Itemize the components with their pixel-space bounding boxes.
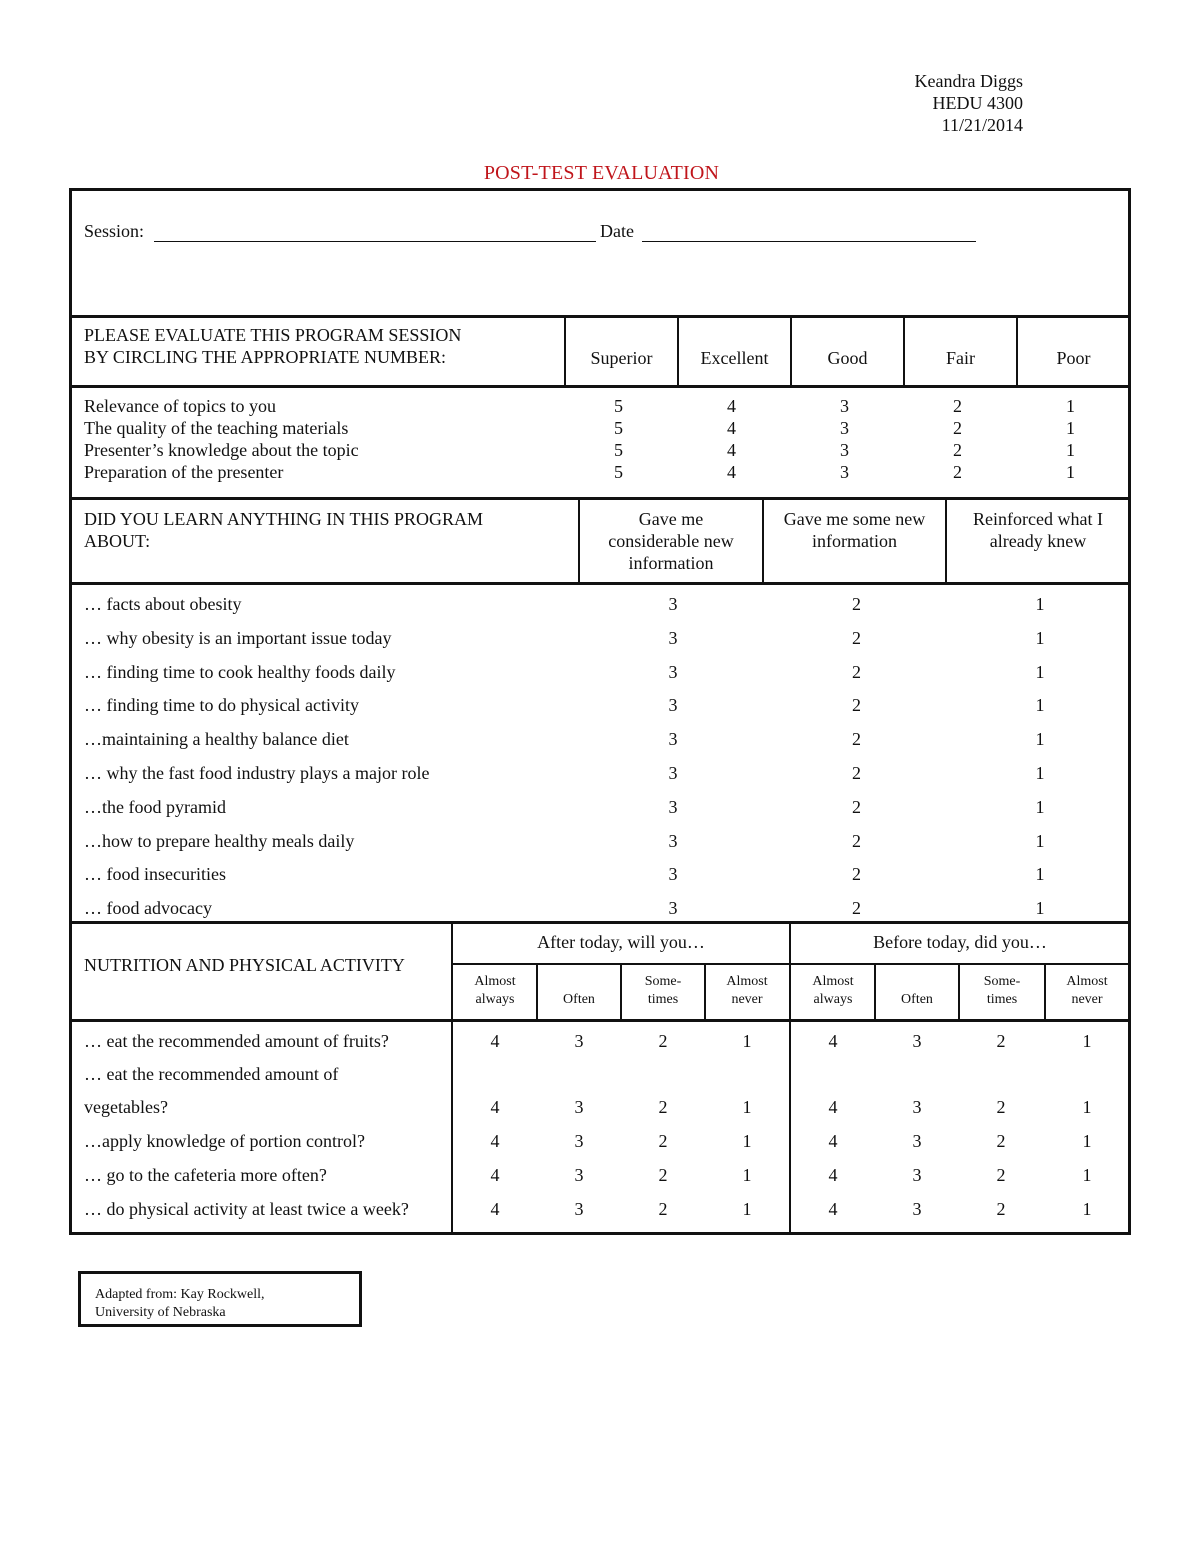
subcolumn-header: Almost never [1066,974,1108,1007]
rating-option-before[interactable]: 4 [828,1031,838,1051]
rating-option[interactable]: 1 [1035,864,1045,885]
rating-option[interactable]: 1 [1066,396,1075,416]
rating-option[interactable]: 5 [614,396,623,416]
column-header-excellent: Excellent [700,348,769,368]
rating-option[interactable]: 4 [727,396,736,416]
course-code: HEDU 4300 [932,93,1023,113]
nutrition-row-label: … do physical activity at least twice a week? [84,1199,409,1219]
nutrition-row-label: …apply knowledge of portion control? [84,1131,365,1151]
rating-option[interactable]: 5 [614,418,623,438]
rating-option[interactable]: 1 [1035,594,1045,614]
date-label: Date [600,221,634,241]
page-title: POST-TEST EVALUATION [483,162,720,184]
learning-row-label: …how to prepare healthy meals daily [84,830,355,851]
rating-option[interactable]: 1 [1035,898,1045,919]
learning-row-label: … food advocacy [84,898,212,919]
rating-option-after[interactable]: 1 [742,1199,752,1219]
rating-option-before[interactable]: 1 [1082,1097,1092,1117]
rating-option-after[interactable]: 2 [658,1097,668,1117]
nutrition-row-label: … eat the recommended amount of [84,1064,339,1084]
rating-option-before[interactable]: 3 [912,1031,922,1051]
rating-option[interactable]: 1 [1035,830,1045,851]
rating-option[interactable]: 2 [852,830,861,851]
rating-option-before[interactable]: 1 [1082,1165,1092,1185]
subcolumn-header: Some- times [644,974,682,1007]
learning-question: DID YOU LEARN ANYTHING IN THIS PROGRAM ABOUT: [84,509,483,551]
rating-option[interactable]: 3 [668,627,678,648]
learning-row-label: … why the fast food industry plays a major role [84,763,430,783]
rating-option-before[interactable]: 3 [912,1097,922,1117]
rating-option[interactable]: 2 [852,695,861,716]
column-header-poor: Poor [1056,348,1091,368]
rating-option[interactable]: 3 [668,898,678,919]
rating-option[interactable]: 3 [668,763,678,783]
session-field[interactable] [154,241,596,242]
rating-option[interactable]: 5 [614,440,623,460]
rating-option[interactable]: 3 [668,796,678,817]
rating-option[interactable]: 2 [852,898,861,919]
rating-option[interactable]: 1 [1035,763,1045,783]
source-note-line2: University of Nebraska [95,1305,226,1320]
rating-option-before[interactable]: 2 [996,1199,1006,1219]
rating-option-after[interactable]: 2 [658,1165,668,1185]
rating-option-after[interactable]: 2 [658,1131,668,1151]
column-header-superior: Superior [590,348,653,368]
divider [69,315,1131,318]
learning-row-label: … facts about obesity [84,594,242,614]
nutrition-section-label: NUTRITION AND PHYSICAL ACTIVITY [84,955,405,975]
learning-row-label: …the food pyramid [84,796,226,817]
rating-option-before[interactable]: 1 [1082,1131,1092,1151]
evaluation-instruction: PLEASE EVALUATE THIS PROGRAM SESSION BY CIRCLING THE APPROPRIATE NUMBER: [84,325,462,367]
rating-option[interactable]: 1 [1035,729,1045,750]
learning-row-label: … finding time to do physical activity [84,695,359,716]
rating-option-after[interactable]: 2 [658,1199,668,1219]
divider [69,582,1131,585]
rating-option-after[interactable]: 4 [490,1131,500,1151]
rating-option-before[interactable]: 2 [996,1165,1006,1185]
rating-option-after[interactable]: 1 [742,1097,752,1117]
rating-option-after[interactable]: 2 [658,1031,668,1051]
divider [69,1019,1131,1022]
evaluation-row-label: The quality of the teaching materials [84,418,349,438]
source-note [78,1271,362,1327]
rating-option[interactable]: 3 [668,594,678,614]
subcolumn-header: Almost always [474,974,516,1007]
rating-option[interactable]: 2 [852,627,861,648]
rating-option[interactable]: 2 [852,796,861,817]
session-label: Session: [84,221,145,241]
rating-option-before[interactable]: 4 [828,1097,838,1117]
rating-option[interactable]: 2 [852,594,861,614]
rating-option-after[interactable]: 4 [490,1031,500,1051]
rating-option[interactable]: 2 [852,763,861,783]
divider [69,385,1131,388]
rating-option[interactable]: 2 [852,661,861,682]
rating-option-after[interactable]: 3 [574,1165,584,1185]
rating-option[interactable]: 3 [840,440,849,460]
subcolumn-header: Almost never [726,974,768,1007]
rating-option[interactable]: 1 [1066,418,1075,438]
rating-option[interactable]: 2 [953,418,962,438]
rating-option-after[interactable]: 4 [490,1097,500,1117]
rating-option-after[interactable]: 1 [742,1165,752,1185]
rating-option[interactable]: 3 [668,830,678,851]
column-header-good: Good [827,348,868,368]
rating-option-before[interactable]: 4 [828,1165,838,1185]
rating-option[interactable]: 1 [1066,440,1075,460]
nutrition-row-label: … eat the recommended amount of fruits? [84,1031,389,1051]
learning-row-label: …maintaining a healthy balance diet [84,729,349,750]
rating-option-before[interactable]: 2 [996,1131,1006,1151]
author-block [915,70,1023,136]
subcolumn-header: Often [901,992,933,1007]
rating-option[interactable]: 2 [852,729,861,750]
evaluation-row-label: Preparation of the presenter [84,462,284,482]
evaluation-row-label: Presenter’s knowledge about the topic [84,440,359,460]
rating-option[interactable]: 2 [953,396,962,416]
rating-option-after[interactable]: 3 [574,1031,584,1051]
learning-row-label: … finding time to cook healthy foods daily [84,661,396,682]
learning-row-label: … food insecurities [84,864,226,885]
rating-option[interactable]: 2 [953,462,962,482]
rating-option[interactable]: 3 [840,462,849,482]
rating-option[interactable]: 3 [840,396,849,416]
source-note-line1: Adapted from: Kay Rockwell, [95,1287,265,1302]
rating-option-before[interactable]: 3 [912,1131,922,1151]
rating-option[interactable]: 3 [668,661,678,682]
rating-option-after[interactable]: 1 [742,1131,752,1151]
rating-option[interactable]: 4 [727,462,736,482]
rating-option-after[interactable]: 3 [574,1199,584,1219]
evaluation-row-label: Relevance of topics to you [84,396,276,416]
column-header-some-new: Gave me some new information [783,509,926,551]
rating-option[interactable]: 3 [668,729,678,750]
rating-option[interactable]: 3 [668,864,678,885]
rating-option[interactable]: 1 [1066,462,1075,482]
divider [452,963,1131,965]
column-divider [451,921,453,1235]
rating-option-before[interactable]: 1 [1082,1199,1092,1219]
rating-option-before[interactable]: 4 [828,1131,838,1151]
rating-option-before[interactable]: 2 [996,1097,1006,1117]
rating-option[interactable]: 4 [727,418,736,438]
group-header-before: Before today, did you… [873,932,1047,952]
author-name: Keandra Diggs [914,71,1023,91]
rating-option[interactable]: 1 [1035,661,1045,682]
rating-option-after[interactable]: 1 [742,1031,752,1051]
column-divider [789,921,791,1235]
subcolumn-header: Some- times [983,974,1021,1007]
column-header-reinforced: Reinforced what I already knew [973,509,1103,551]
rating-option[interactable]: 1 [1035,627,1045,648]
subcolumn-header: Almost always [812,974,854,1007]
rating-option[interactable]: 1 [1035,695,1045,716]
document-date: 11/21/2014 [941,115,1023,135]
rating-option[interactable]: 4 [727,440,736,460]
column-header-considerable-new: Gave me considerable new information [608,509,734,573]
date-field[interactable] [642,241,976,242]
rating-option-before[interactable]: 1 [1082,1031,1092,1051]
rating-option-after[interactable]: 3 [574,1131,584,1151]
nutrition-row-label-cont: vegetables? [84,1097,168,1117]
rating-option[interactable]: 3 [668,695,678,716]
rating-option-before[interactable]: 2 [996,1031,1006,1051]
divider [69,497,1131,500]
learning-row-label: … why obesity is an important issue today [84,627,392,648]
rating-option-after[interactable]: 4 [490,1165,500,1185]
rating-option-before[interactable]: 4 [828,1199,838,1219]
subcolumn-header: Often [563,992,595,1007]
rating-option[interactable]: 2 [953,440,962,460]
divider [69,921,1131,924]
rating-option[interactable]: 2 [852,864,861,885]
rating-option-before[interactable]: 3 [912,1199,922,1219]
rating-option[interactable]: 5 [614,462,623,482]
rating-option[interactable]: 1 [1035,796,1045,817]
rating-option-after[interactable]: 4 [490,1199,500,1219]
rating-option-before[interactable]: 3 [912,1165,922,1185]
rating-option[interactable]: 3 [840,418,849,438]
rating-option-after[interactable]: 3 [574,1097,584,1117]
column-header-fair: Fair [946,348,975,368]
nutrition-row-label: … go to the cafeteria more often? [84,1165,327,1185]
group-header-after: After today, will you… [537,932,705,952]
